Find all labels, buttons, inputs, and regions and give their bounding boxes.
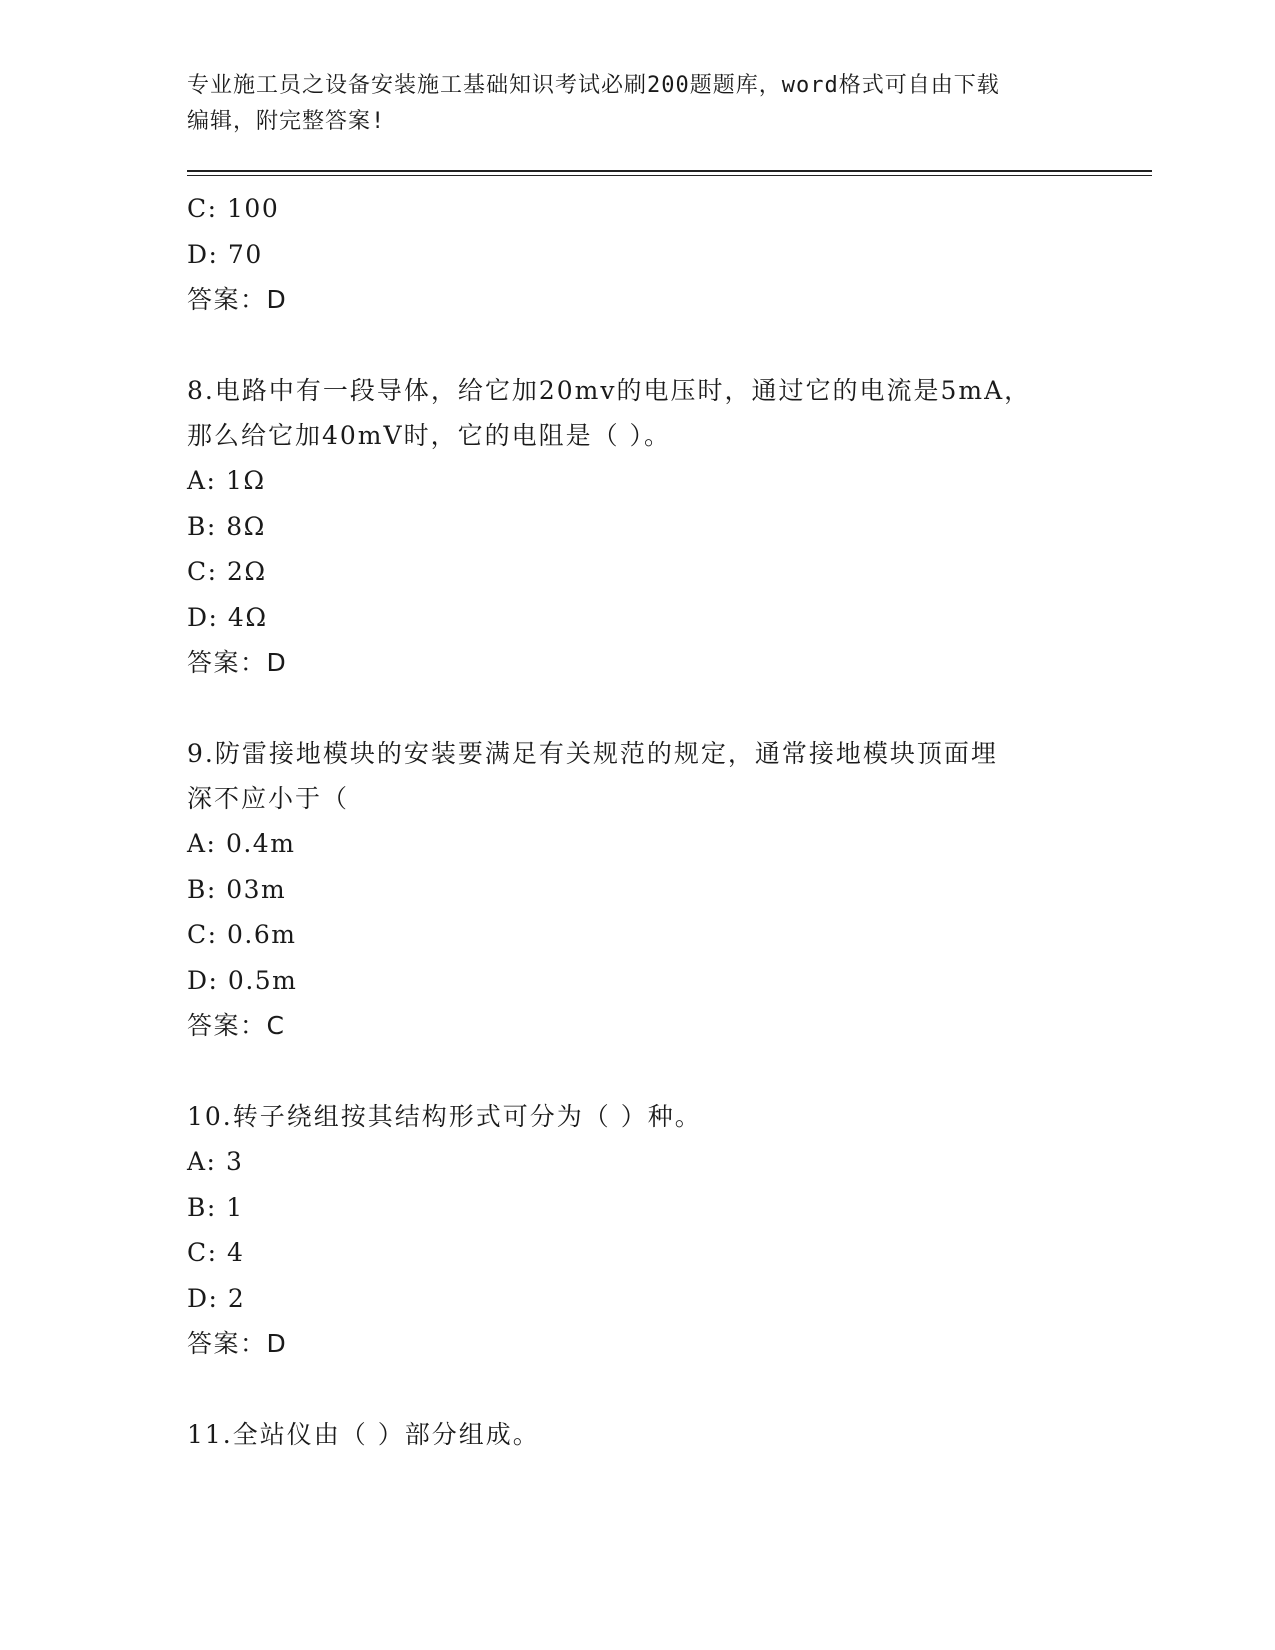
option-text: 2Ω: [227, 557, 267, 586]
option-label: D:: [187, 965, 219, 995]
question-stem-line: 8.电路中有一段导体，给它加20mv的电压时，通过它的电流是5mA，: [187, 376, 1032, 405]
option-line: [187, 458, 1152, 504]
option-label: C:: [187, 194, 218, 223]
option-line: [187, 958, 1152, 1004]
answer-line: 答案：D: [187, 1329, 288, 1358]
option-label: B:: [187, 511, 217, 541]
option-line: [187, 1185, 1152, 1231]
option-line: [187, 1230, 1152, 1276]
option-label: D:: [187, 602, 219, 632]
option-text: 2: [227, 1283, 246, 1313]
header-title-line-1: 专业施工员之设备安装施工基础知识考试必刷200题题库，word格式可自由下载: [187, 73, 1000, 98]
option-line: [187, 867, 1152, 913]
option-line: [187, 821, 1152, 867]
option-line: [187, 186, 1152, 232]
option-text: 1: [226, 1192, 244, 1222]
option-text: 100: [227, 194, 280, 223]
option-text: 03m: [226, 874, 287, 904]
spacer: [187, 1049, 1152, 1095]
option-label: C:: [187, 920, 218, 949]
option-label: A:: [187, 466, 217, 495]
option-label: A:: [187, 1147, 217, 1176]
option-label: B:: [187, 1192, 217, 1222]
question-stem-line: 11.全站仪由（ ）部分组成。: [187, 1420, 540, 1449]
header-title-line-2: 编辑，附完整答案!: [187, 109, 386, 134]
option-line: [187, 549, 1152, 595]
option-text: 70: [227, 239, 263, 269]
option-label: A:: [187, 829, 217, 858]
option-text: 4: [227, 1238, 245, 1267]
question-stem-line: 10.转子绕组按其结构形式可分为（ ）种。: [187, 1102, 702, 1131]
option-label: D:: [187, 1283, 219, 1313]
spacer: [187, 323, 1152, 369]
question-stem-line: 深不应小于（: [187, 784, 350, 813]
answer-line: 答案：C: [187, 1011, 286, 1040]
option-label: C:: [187, 557, 218, 586]
option-text: 3: [225, 1147, 244, 1176]
option-label: D:: [187, 239, 219, 269]
option-label: B:: [187, 874, 217, 904]
option-line: [187, 912, 1152, 958]
question-content: [187, 186, 1152, 1457]
option-text: 0.4m: [225, 829, 296, 858]
option-text: 4Ω: [227, 602, 268, 632]
option-line: [187, 595, 1152, 641]
option-text: 0.6m: [227, 920, 297, 949]
answer-line: 答案：D: [187, 285, 288, 314]
option-text: 0.5m: [227, 965, 298, 995]
document-header: [187, 68, 1067, 140]
option-line: [187, 504, 1152, 550]
option-text: 1Ω: [225, 466, 266, 495]
option-text: 8Ω: [226, 511, 266, 541]
option-line: [187, 232, 1152, 278]
option-line: [187, 1276, 1152, 1322]
option-line: [187, 1139, 1152, 1185]
spacer: [187, 686, 1152, 732]
question-stem-line: 9.防雷接地模块的安装要满足有关规范的规定，通常接地模块顶面埋: [187, 739, 998, 768]
header-divider: [187, 170, 1152, 176]
document-page: [187, 68, 1152, 1457]
answer-line: 答案：D: [187, 648, 288, 677]
question-stem-line: 那么给它加40mV时，它的电阻是（ ）。: [187, 421, 672, 450]
option-label: C:: [187, 1238, 218, 1267]
spacer: [187, 1367, 1152, 1413]
